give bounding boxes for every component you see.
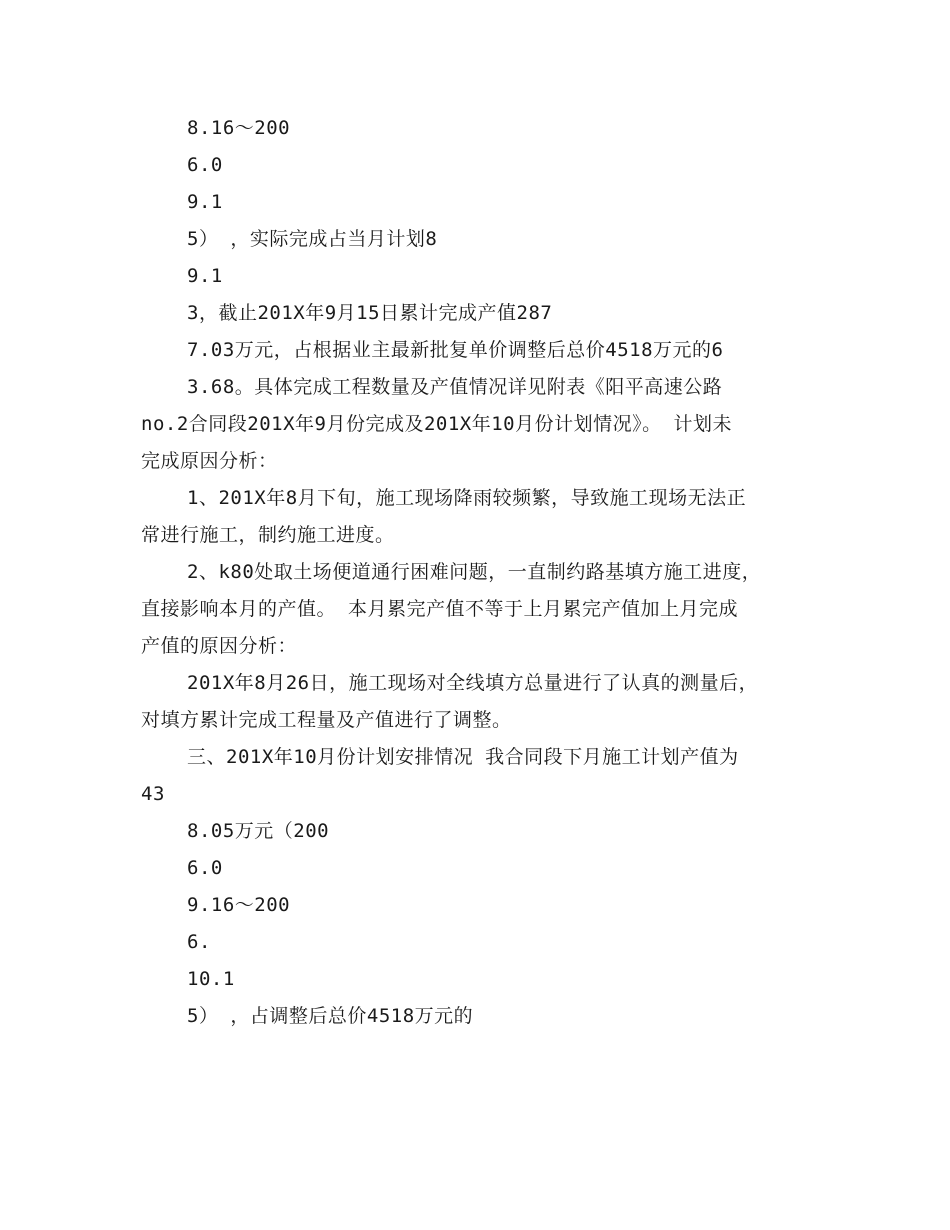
- text-line: 3，截止201X年9月15日累计完成产值287: [187, 302, 553, 324]
- text-line: 3.68。具体完成工程数量及产值情况详见附表《阳平高速公路: [187, 376, 723, 398]
- text-line: 1、201X年8月下旬，施工现场降雨较频繁，导致施工现场无法正: [187, 487, 747, 509]
- text-line: 直接影响本月的产值。 本月累完产值不等于上月累完产值加上月完成: [141, 598, 738, 620]
- text-line: 5） ，占调整后总价4518万元的: [187, 1005, 474, 1027]
- text-line: 6.: [187, 931, 211, 953]
- text-line: 43: [141, 783, 165, 805]
- text-line: 常进行施工，制约施工进度。: [141, 524, 395, 546]
- text-line: no.2合同段201X年9月份完成及201X年10月份计划情况》。 计划未: [141, 413, 733, 435]
- text-line: 8.16～200: [187, 117, 291, 139]
- text-line: 2、k80处取土场便道通行困难问题，一直制约路基填方施工进度，: [187, 561, 762, 583]
- text-line: 产值的原因分析：: [141, 635, 298, 657]
- text-line: 10.1: [187, 968, 235, 990]
- text-line: 201X年8月26日，施工现场对全线填方总量进行了认真的测量后，: [187, 672, 759, 694]
- text-line: 6.0: [187, 154, 223, 176]
- text-line: 9.1: [187, 191, 223, 213]
- text-line: 9.1: [187, 265, 223, 287]
- text-line: 三、201X年10月份计划安排情况 我合同段下月施工计划产值为: [187, 746, 739, 768]
- text-line: 9.16～200: [187, 894, 291, 916]
- text-line: 完成原因分析：: [141, 450, 278, 472]
- text-line: 对填方累计完成工程量及产值进行了调整。: [141, 709, 512, 731]
- text-line: 5） ，实际完成占当月计划8: [187, 228, 438, 250]
- document-body: [141, 110, 821, 1035]
- text-line: 8.05万元（200: [187, 820, 330, 842]
- text-line: 7.03万元，占根据业主最新批复单价调整后总价4518万元的6: [187, 339, 724, 361]
- text-line: 6.0: [187, 857, 223, 879]
